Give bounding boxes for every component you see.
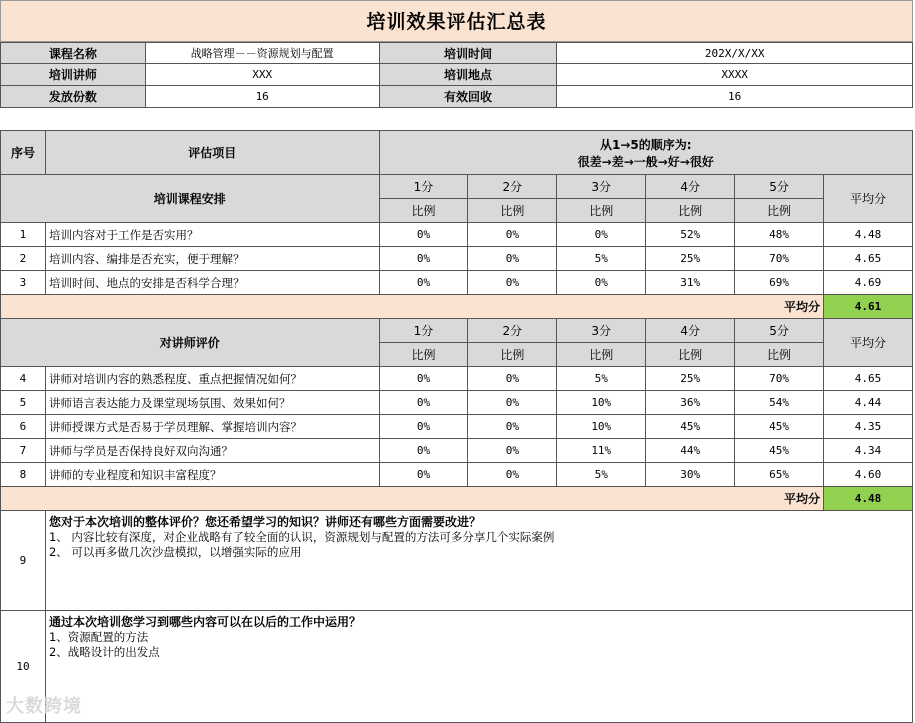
row-pct: 0% [379,415,468,439]
row-no: 2 [1,247,46,271]
row-avg: 4.65 [824,367,913,391]
row-no: 4 [1,367,46,391]
score-2-header: 2分 [468,175,557,199]
score-5-header: 5分 [735,319,824,343]
row-pct: 0% [468,271,557,295]
row-pct: 10% [557,391,646,415]
row-pct: 0% [557,223,646,247]
row-no: 8 [1,463,46,487]
section-average-value: 4.61 [824,295,913,319]
page-title: 培训效果评估汇总表 [0,0,913,42]
ratio-header: 比例 [468,343,557,367]
row-pct: 70% [735,367,824,391]
trainer-value: XXX [145,64,379,86]
issued-count-value: 16 [145,86,379,108]
question-cell [45,511,912,611]
row-item: 讲师授课方式是否易于学员理解、掌握培训内容？ [45,415,379,439]
question-answer: 1、资源配置的方法 [48,630,149,644]
header-item: 评估项目 [45,131,379,175]
row-pct: 0% [557,271,646,295]
question-cell [45,611,912,723]
ratio-header: 比例 [735,199,824,223]
question-answer: 2、 可以再多做几次沙盘模拟，以增强实际的应用 [48,545,302,559]
row-pct: 5% [557,247,646,271]
row-avg: 4.60 [824,463,913,487]
row-pct: 70% [735,247,824,271]
score-4-header: 4分 [646,319,735,343]
table-row [1,439,913,463]
ratio-header: 比例 [379,199,468,223]
row-no: 7 [1,439,46,463]
question-row [1,611,913,723]
row-pct: 0% [379,247,468,271]
row-pct: 45% [646,415,735,439]
ratio-header: 比例 [468,199,557,223]
question-title: 通过本次培训您学习到哪些内容可以在以后的工作中运用？ [48,615,361,629]
ratio-header: 比例 [646,343,735,367]
section-header-course: 培训课程安排 [1,175,380,223]
ratio-header: 比例 [735,343,824,367]
row-avg: 4.35 [824,415,913,439]
avg-header: 平均分 [824,175,913,223]
score-1-header: 1分 [379,175,468,199]
scale-line-2: 很差→差→一般→好→很好 [577,154,714,169]
row-pct: 0% [468,223,557,247]
section-average-row [1,295,913,319]
table-row [1,391,913,415]
row-pct: 48% [735,223,824,247]
row-avg: 4.65 [824,247,913,271]
row-item: 讲师语言表达能力及课堂现场氛围、效果如何？ [45,391,379,415]
row-pct: 31% [646,271,735,295]
score-2-header: 2分 [468,319,557,343]
row-pct: 0% [468,391,557,415]
valid-count-label: 有效回收 [379,86,557,108]
row-avg: 4.48 [824,223,913,247]
row-pct: 0% [468,463,557,487]
table-row [1,463,913,487]
row-pct: 0% [468,247,557,271]
row-item: 培训时间、地点的安排是否科学合理？ [45,271,379,295]
row-pct: 45% [735,439,824,463]
watermark: 大数跨境 [6,696,82,717]
training-time-value: 202X/X/XX [557,43,913,64]
row-pct: 5% [557,463,646,487]
row-pct: 25% [646,247,735,271]
row-avg: 4.44 [824,391,913,415]
section-average-value: 4.48 [824,487,913,511]
header-no: 序号 [1,131,46,175]
table-row [1,247,913,271]
ratio-header: 比例 [557,343,646,367]
score-3-header: 3分 [557,175,646,199]
table-row [1,415,913,439]
row-pct: 0% [379,367,468,391]
row-pct: 0% [379,439,468,463]
info-table [0,42,913,108]
row-item: 培训内容对于工作是否实用？ [45,223,379,247]
row-no: 5 [1,391,46,415]
row-pct: 36% [646,391,735,415]
row-item: 讲师与学员是否保持良好双向沟通？ [45,439,379,463]
course-name-label: 课程名称 [1,43,146,64]
row-pct: 0% [468,367,557,391]
training-place-value: XXXX [557,64,913,86]
trainer-label: 培训讲师 [1,64,146,86]
training-time-label: 培训时间 [379,43,557,64]
issued-count-label: 发放份数 [1,86,146,108]
row-no: 6 [1,415,46,439]
row-pct: 5% [557,367,646,391]
scale-line-1: 从1→5的顺序为: [599,137,692,152]
row-pct: 45% [735,415,824,439]
header-scale [379,131,912,175]
training-place-label: 培训地点 [379,64,557,86]
row-pct: 0% [379,271,468,295]
row-no: 3 [1,271,46,295]
score-1-header: 1分 [379,319,468,343]
valid-count-value: 16 [557,86,913,108]
table-row [1,223,913,247]
question-answer: 2、战略设计的出发点 [48,645,160,659]
section-average-label: 平均分 [1,295,824,319]
row-pct: 69% [735,271,824,295]
row-pct: 65% [735,463,824,487]
table-row [1,271,913,295]
score-4-header: 4分 [646,175,735,199]
row-pct: 0% [379,463,468,487]
question-no: 10 [1,611,46,723]
section-average-label: 平均分 [1,487,824,511]
row-pct: 44% [646,439,735,463]
score-3-header: 3分 [557,319,646,343]
question-no: 9 [1,511,46,611]
row-pct: 54% [735,391,824,415]
section-average-row [1,487,913,511]
question-title: 您对于本次培训的整体评价？您还希望学习的知识？讲师还有哪些方面需要改进？ [48,515,481,529]
row-pct: 25% [646,367,735,391]
row-pct: 0% [379,391,468,415]
score-5-header: 5分 [735,175,824,199]
row-pct: 0% [379,223,468,247]
row-avg: 4.69 [824,271,913,295]
table-row [1,367,913,391]
row-avg: 4.34 [824,439,913,463]
ratio-header: 比例 [557,199,646,223]
row-item: 讲师的专业程度和知识丰富程度？ [45,463,379,487]
section-header-trainer: 对讲师评价 [1,319,380,367]
question-row [1,511,913,611]
row-pct: 0% [468,415,557,439]
row-no: 1 [1,223,46,247]
row-pct: 52% [646,223,735,247]
avg-header: 平均分 [824,319,913,367]
ratio-header: 比例 [646,199,735,223]
row-pct: 30% [646,463,735,487]
evaluation-table [0,130,913,723]
ratio-header: 比例 [379,343,468,367]
row-pct: 11% [557,439,646,463]
row-item: 讲师对培训内容的熟悉程度、重点把握情况如何？ [45,367,379,391]
question-answer: 1、 内容比较有深度，对企业战略有了较全面的认识，资源规划与配置的方法可多分享几个实际案例 [48,530,555,544]
row-pct: 10% [557,415,646,439]
row-pct: 0% [468,439,557,463]
course-name-value: 战略管理－－资源规划与配置 [145,43,379,64]
row-item: 培训内容、编排是否充实，便于理解？ [45,247,379,271]
